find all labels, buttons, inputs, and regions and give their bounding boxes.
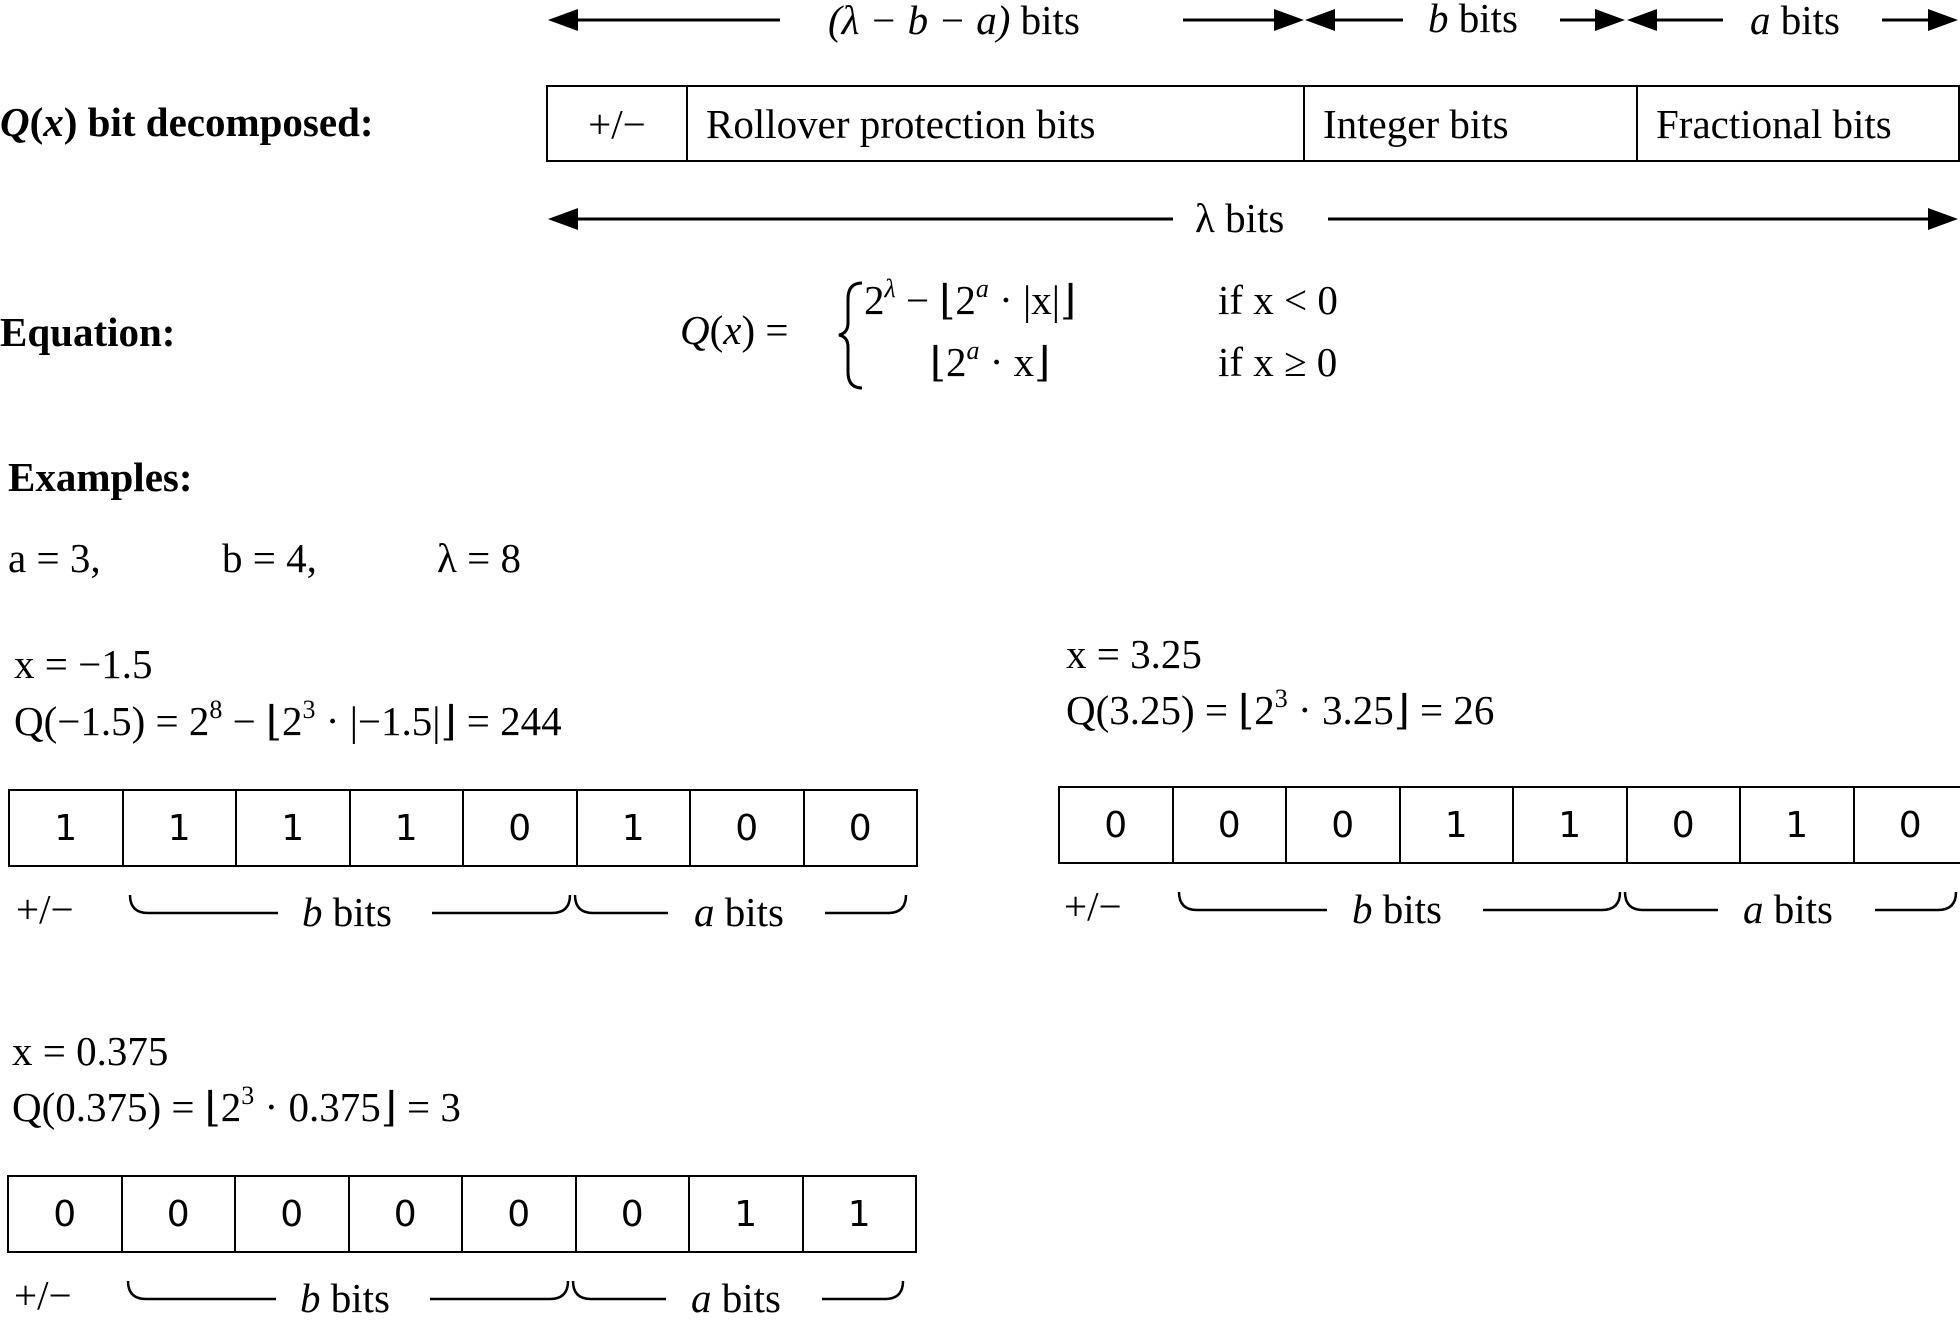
bit-cell: 1 — [1401, 788, 1515, 862]
example-1-x: x = −1.5 — [14, 640, 153, 688]
bit-cell: 1 — [804, 1177, 916, 1251]
example-3-x: x = 0.375 — [12, 1027, 168, 1075]
example-2-q: $Q(3.25) = ⌊2^3$ · 3.25⌋ = 26 — [1066, 686, 1494, 734]
bit-cell: 0 — [1855, 788, 1960, 862]
bit-cell: 0 — [123, 1177, 237, 1251]
example-1-a-label: a bits — [694, 888, 784, 936]
example-1-b-label: b bits — [302, 888, 392, 936]
example-3-bit-row — [7, 1175, 917, 1253]
sign-cell: +/− — [548, 87, 688, 160]
bit-cell: 0 — [464, 791, 578, 865]
bit-cell: 0 — [805, 791, 917, 865]
bit-cell: 1 — [1514, 788, 1628, 862]
example-1-bit-row — [8, 789, 918, 867]
bit-cell: 0 — [236, 1177, 350, 1251]
equation-case2-condition: if x ≥ 0 — [1218, 338, 1337, 386]
bit-cell: 0 — [350, 1177, 464, 1251]
equation-case1-condition: if x < 0 — [1218, 276, 1338, 324]
span-label-fractional: a bits — [1750, 0, 1840, 44]
bit-cell: 1 — [351, 791, 465, 865]
equation-case2-expr: $⌊2^a$ · x⌋ — [930, 338, 1050, 386]
bit-cell: 1 — [1741, 788, 1855, 862]
bit-cell: 1 — [578, 791, 692, 865]
example-1-sign-label: +/− — [16, 885, 74, 933]
example-2-b-label: b bits — [1352, 885, 1442, 933]
example-3-b-label: b bits — [300, 1274, 390, 1322]
bit-cell: 0 — [577, 1177, 691, 1251]
equation-case1-expr: $2^\lambda$ − $⌊2^a$ · |x|⌋ — [864, 276, 1076, 324]
example-2-sign-label: +/− — [1064, 882, 1122, 930]
param-a: a = 3, — [8, 534, 101, 582]
bit-cell: 0 — [1060, 788, 1174, 862]
decomposition-label-arg: (x) — [30, 99, 78, 145]
example-1-q: $Q(-1.5) = 2^8$ − $⌊2^3$ · |−1.5|⌋ = 244 — [14, 697, 562, 745]
bit-cell: 0 — [1628, 788, 1742, 862]
example-3-a-label: a bits — [691, 1274, 781, 1322]
bit-decomposition-box — [546, 85, 1960, 162]
bit-cell: 0 — [463, 1177, 577, 1251]
rollover-cell: Rollover protection bits — [688, 87, 1305, 160]
example-2-bit-row — [1058, 786, 1960, 864]
param-b: b = 4, — [222, 534, 317, 582]
bit-cell: 1 — [690, 1177, 804, 1251]
example-3-q: $Q(0.375) = ⌊2^3$ · 0.375⌋ = 3 — [12, 1083, 461, 1131]
equation-lhs: Q(x) = — [680, 306, 789, 354]
example-2-x: x = 3.25 — [1066, 630, 1202, 678]
examples-label: Examples: — [8, 453, 193, 501]
bit-cell: 1 — [10, 791, 124, 865]
equation-label: Equation: — [0, 308, 175, 356]
span-label-integer: b bits — [1428, 0, 1518, 42]
example-3-sign-label: +/− — [14, 1271, 72, 1319]
bit-cell: 0 — [1287, 788, 1401, 862]
example-2-a-label: a bits — [1743, 885, 1833, 933]
span-label-rollover: (λ − b − a) bits — [828, 0, 1080, 44]
bit-cell: 0 — [1174, 788, 1288, 862]
param-lambda: λ = 8 — [437, 534, 521, 582]
bit-cell: 0 — [691, 791, 805, 865]
decomposition-label: Q(x) bit decomposed: — [0, 98, 374, 146]
bit-cell: 1 — [237, 791, 351, 865]
bit-cell: 0 — [9, 1177, 123, 1251]
bit-cell: 1 — [124, 791, 238, 865]
fractional-cell: Fractional bits — [1638, 87, 1958, 160]
total-span-label: λ bits — [1195, 194, 1284, 242]
integer-cell: Integer bits — [1305, 87, 1638, 160]
